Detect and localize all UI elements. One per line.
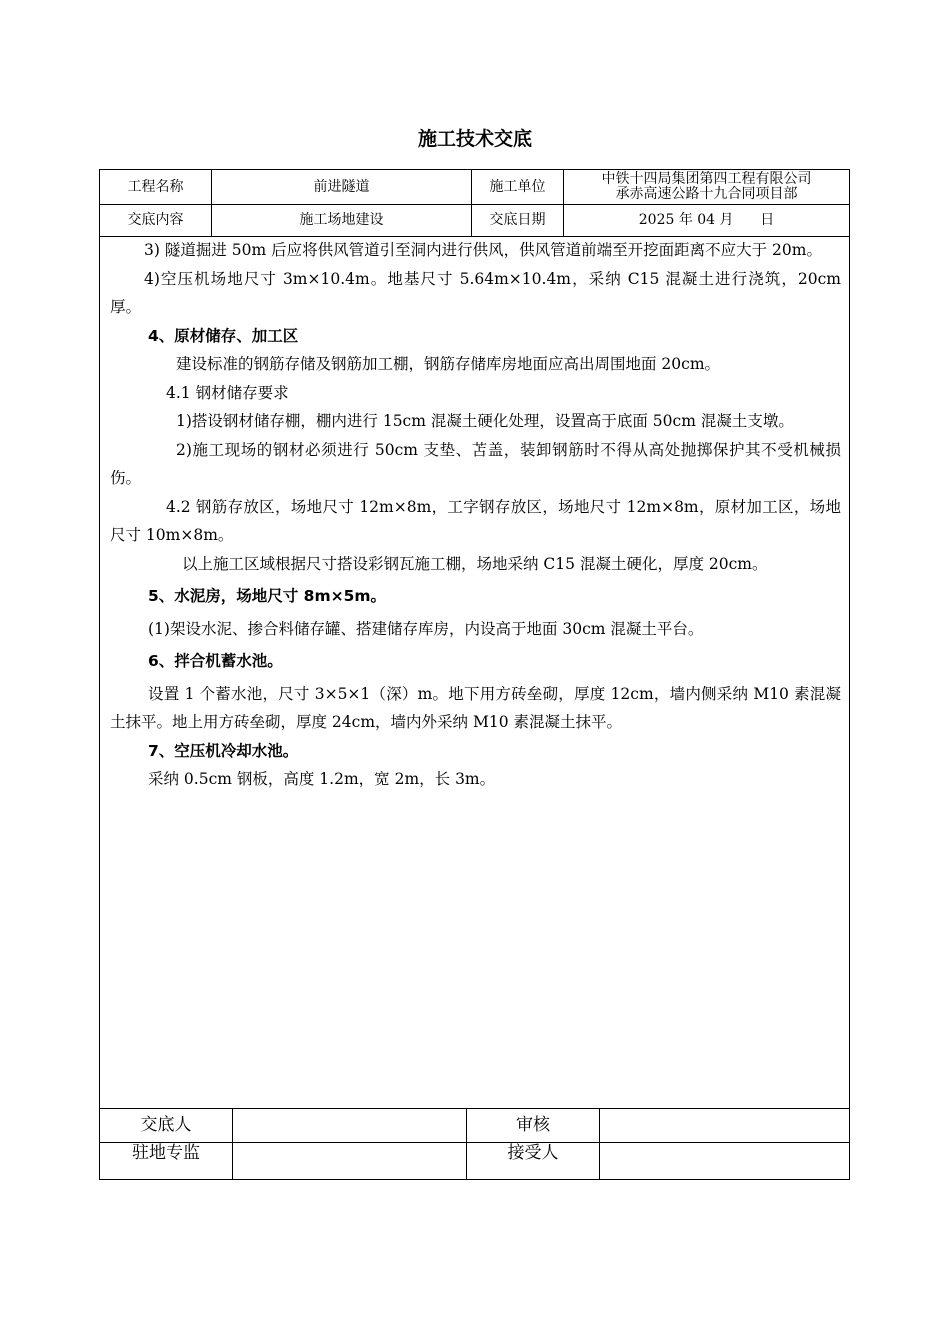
construction-unit-line2: 承赤高速公路十九合同项目部 — [615, 186, 798, 202]
disclosure-form — [99, 169, 850, 1180]
section-heading: 7、空压机冷却水池。 — [148, 741, 299, 760]
project-name-value: 前进隧道 — [211, 170, 471, 204]
reviewer-label: 审核 — [466, 1109, 599, 1142]
header-row-content — [100, 204, 849, 237]
paragraph: (1)架设水泥、掺合料储存罐、搭建储存库房，内设高于地面 30cm 混凝土平台。 — [148, 619, 704, 638]
content-label: 交底内容 — [127, 211, 184, 228]
project-name-label: 工程名称 — [127, 178, 184, 195]
subsection-heading: 4.1 钢材储存要求 — [166, 383, 289, 402]
paragraph: 采纳 0.5cm 钢板，高度 1.2m，宽 2m，长 3m。 — [148, 770, 496, 788]
paragraph: 3) 隧道掘进 50m 后应将供风管道引至洞内进行供风，供风管道前端至开挖面距离不应大于 20m。 — [144, 241, 822, 259]
supervisor-label: 驻地专监 — [132, 1143, 200, 1163]
construction-unit-value — [563, 170, 849, 204]
reviewer-field[interactable] — [599, 1109, 849, 1142]
paragraph: 以上施工区域根据尺寸搭设彩钢瓦施工棚，场地采纳 C15 混凝土硬化，厚度 20cm。 — [182, 554, 768, 573]
paragraph: 建设标准的钢筋存储及钢筋加工棚，钢筋存储库房地面应高出周围地面 20cm。 — [176, 355, 721, 373]
receiver-label: 接受人 — [466, 1143, 599, 1179]
disclosure-body — [100, 236, 849, 1108]
document-title: 施工技术交底 — [417, 128, 532, 150]
content-value: 施工场地建设 — [211, 204, 471, 236]
signature-row-2 — [100, 1143, 849, 1179]
section-heading: 5、水泥房，场地尺寸 8m×5m。 — [148, 587, 387, 605]
receiver-field[interactable] — [599, 1143, 849, 1179]
paragraph: 4)空压机场地尺寸 3m×10.4m。地基尺寸 5.64m×10.4m，采纳 C15 混凝土进行浇筑，20cm 厚。 — [110, 269, 841, 316]
supervisor-field[interactable] — [232, 1143, 466, 1179]
date-value: 2025 年 04 月 日 — [563, 204, 849, 236]
section-heading: 4、原材储存、加工区 — [148, 326, 299, 345]
construction-unit-label: 施工单位 — [471, 170, 563, 204]
construction-unit-line1: 中铁十四局集团第四工程有限公司 — [601, 171, 812, 187]
signature-row-1 — [100, 1108, 849, 1143]
paragraph: 设置 1 个蓄水池，尺寸 3×5×1（深）m。地下用方砖垒砌，厚度 12cm，墙内侧采纳 M10 素混凝土抹平。地上用方砖垒砌，厚度 24cm，墙内外采纳 M10 素混凝土抹平。 — [110, 684, 841, 731]
paragraph: 4.2 钢筋存放区，场地尺寸 12m×8m，工字钢存放区，场地尺寸 12m×8m，原材加工区，场地尺寸 10m×8m。 — [110, 497, 841, 544]
header-row-project — [100, 170, 849, 205]
paragraph: 1)搭设钢材储存棚，棚内进行 15cm 混凝土硬化处理，设置高于底面 50cm 混凝土支墩。 — [176, 412, 794, 430]
discloser-field[interactable] — [232, 1109, 466, 1142]
paragraph: 2)施工现场的钢材必须进行 50cm 支垫、苫盖，装卸钢筋时不得从高处抛掷保护其不受机械损伤。 — [110, 440, 841, 487]
discloser-label: 交底人 — [140, 1115, 192, 1135]
date-label: 交底日期 — [471, 204, 563, 236]
section-heading: 6、拌合机蓄水池。 — [148, 652, 283, 670]
